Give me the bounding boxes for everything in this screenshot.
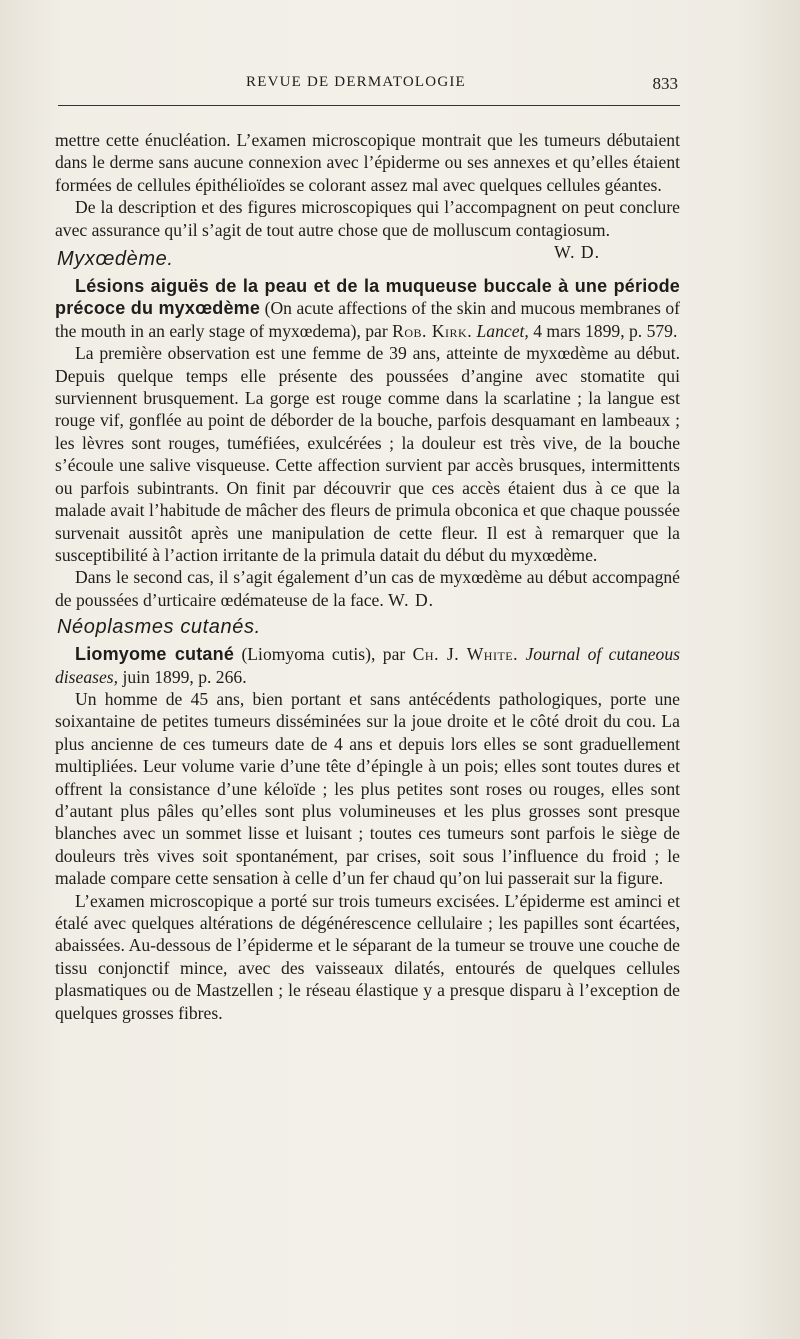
article-title: Liomyome cutané bbox=[75, 644, 235, 665]
paragraph: mettre cette énucléation. L’examen microscopique montrait que les tumeurs débutaient dans le derme sans aucune connexion avec l’épiderme ou ses annexes et qu’elles étaient formées de cellules épithélioïdes se colorant assez mal avec quelques cellules géantes. bbox=[55, 130, 680, 195]
paragraph bbox=[55, 566, 680, 611]
article-title: Lésions aiguës de la peau et de la muqueuse buccale à une période précoce du myxœdème bbox=[55, 276, 680, 319]
section-heading: Myxœdème. bbox=[57, 248, 174, 271]
article-journal: Journal of cutaneous diseases, bbox=[55, 644, 680, 687]
paragraph: La première observation est une femme de 39 ans, atteinte de myxœdème au début. Depuis quelque temps elle présente des poussées d’angine avec stomatite qui surviennent brusquement. La gorge est rouge comme dans la scarlatine ; la langue est rouge vif, gonflée au point de déborder de la bouche, parfois desquamant en lambeaux ; les lèvres sont rouges, tuméfiées, exulcérées ; la douleur est très vive, de la bouche s’écoule une salive visqueuse. Cette affection survient par accès brusques, intermittents ou parfois subintrants. On finit par découvrir que ces accès étaient dus à ce que la malade avait l’habitude de mâcher des fleurs de primula obconica et que chaque poussée survenait aussitôt après une manipulation de cette fleur. Il est à remarquer que la susceptibilité à l’action irritante de la primula datait du début du myxœdème. bbox=[55, 343, 680, 565]
body-text bbox=[55, 129, 680, 1024]
article-author: Ch. J. White. bbox=[412, 644, 519, 665]
article-ref: (On acute affections of the skin and mucous membranes of the mouth in an early stage of myxœdema), par bbox=[55, 298, 680, 341]
article-date: 4 mars 1899, p. 579. bbox=[533, 320, 678, 341]
running-title: REVUE DE DERMATOLOGIE bbox=[246, 74, 466, 90]
article-author: Rob. Kirk. bbox=[392, 320, 473, 341]
section-heading: Néoplasmes cutanés. bbox=[57, 616, 261, 639]
paragraph-text: Dans le second cas, il s’agit également d’un cas de myxœdème au début accompagné de poussées d’urticaire œdémateuse de la face. bbox=[55, 567, 680, 610]
signature: W. D. bbox=[388, 589, 435, 610]
header-rule bbox=[58, 105, 680, 106]
page-number: 833 bbox=[652, 74, 678, 93]
paragraph-text: De la description et des figures microscopiques qui l’accompagnent on peut conclure avec assurance qu’il s’agit de tout autre chose que de molluscum contagiosum. bbox=[55, 197, 680, 240]
article-ref: (Liomyoma cutis), par bbox=[241, 644, 406, 665]
paragraph: L’examen microscopique a porté sur trois tumeurs excisées. L’épiderme est aminci et étalé avec quelques altérations de dégénérescence cellulaire ; les papilles sont écartées, abaissées. Au-dessous de l’épiderme et le séparant de la tumeur se trouve une couche de tissu conjonctif mince, avec des vaisseaux dilatés, entourés de quelques cellules plasmatiques ou de Mastzellen ; le réseau élastique y a presque disparu à l’exception de quelques grosses fibres. bbox=[55, 890, 680, 1023]
article-date: juin 1899, p. 266. bbox=[122, 666, 247, 687]
article-citation bbox=[55, 643, 680, 688]
running-header bbox=[56, 74, 678, 96]
paragraph: Un homme de 45 ans, bien portant et sans antécédents pathologiques, porte une soixantaine de petites tumeurs disséminées sur la joue droite et le côté droit du cou. La plus ancienne de ces tumeurs date de 4 ans et depuis lors elles se sont graduellement multipliées. Leur volume varie d’une tête d’épingle à un pois; elles sont toutes dures et offrent la consistance d’une kéloïde ; les plus petites sont roses ou rouges, elles sont d’autant plus pâles qu’elles sont plus volumineuses et les plus grosses sont presque blanches avec un sommet lisse et luisant ; toutes ces tumeurs sont parfois le siège de douleurs très vives soit spontanément, par crises, soit sous l’influence du froid ; le malade compare cette sensation à celle d’un fer chaud qu’on lui passerait sur la figure. bbox=[55, 688, 680, 889]
signature: W. D. bbox=[554, 242, 600, 263]
article-journal: Lancet, bbox=[476, 320, 529, 341]
article-citation bbox=[55, 275, 680, 342]
